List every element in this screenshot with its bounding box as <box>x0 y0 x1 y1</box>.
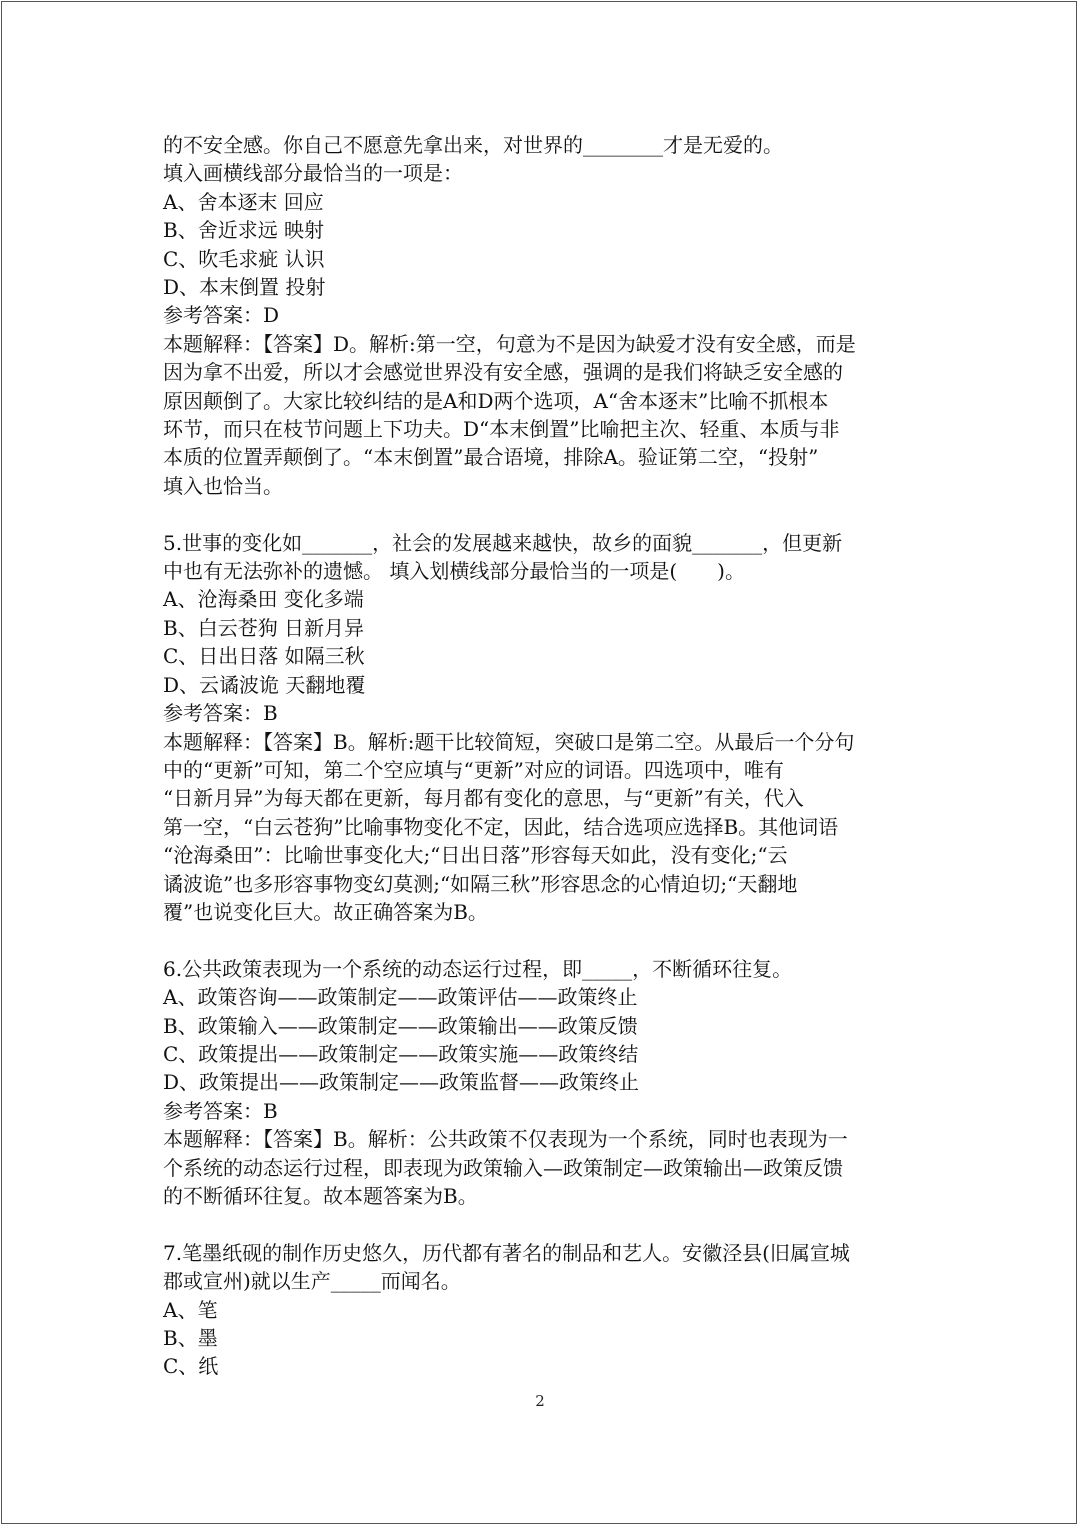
question-4-option-b: B、舍近求远 映射 <box>163 218 325 243</box>
document-body <box>163 131 923 1381</box>
paragraph-gap <box>163 926 923 954</box>
question-4-tail <box>163 131 923 500</box>
question-5-explanation-line: 中的“更新”可知，第二个空应填与“更新”对应的词语。四选项中，唯有 <box>163 757 784 782</box>
question-4-option-a: A、舍本逐末 回应 <box>163 189 324 214</box>
question-6-answer: 参考答案：B <box>163 1098 278 1123</box>
question-6-explanation-line: 本题解释：【答案】B。解析：公共政策不仅表现为一个系统，同时也表现为一 <box>163 1127 848 1152</box>
question-5-explanation-line: 第一空，“白云苍狗”比喻事物变化不定，因此，结合选项应选择B。其他词语 <box>163 814 839 839</box>
page-number: 2 <box>535 1392 545 1410</box>
question-7 <box>163 1239 923 1381</box>
question-6-stem-line: 6.公共政策表现为一个系统的动态运行过程，即_____，不断循环往复。 <box>163 956 793 981</box>
question-6-explanation-line: 的不断循环往复。故本题答案为B。 <box>163 1184 478 1208</box>
question-4-stem-line: 的不安全感。你自己不愿意先拿出来，对世界的________才是无爱的。 <box>163 133 783 157</box>
question-4-explanation-line: 因为拿不出爱，所以才会感觉世界没有安全感，强调的是我们将缺乏安全感的 <box>163 360 843 385</box>
question-7-stem-line: 7.笔墨纸砚的制作历史悠久，历代都有著名的制品和艺人。安徽泾县(旧属宣城 <box>163 1240 850 1265</box>
question-4-explanation-line: 环节，而只在枝节问题上下功夫。D“本末倒置”比喻把主次、轻重、本质与非 <box>163 417 840 442</box>
question-5-option-c: C、日出日落 如隔三秋 <box>163 644 365 669</box>
question-6-option-a: A、政策咨询——政策制定——政策评估——政策终止 <box>163 985 638 1010</box>
question-5-explanation-line: “日新月异”为每天都在更新，每月都有变化的意思，与“更新”有关，代入 <box>163 786 804 811</box>
question-4-option-d: D、本末倒置 投射 <box>163 275 326 300</box>
paragraph-gap <box>163 500 923 528</box>
question-4-option-c: C、吹毛求疵 认识 <box>163 246 325 271</box>
question-6 <box>163 955 923 1211</box>
question-6-option-b: B、政策输入——政策制定——政策输出——政策反馈 <box>163 1013 638 1038</box>
question-5-explanation-line: 覆”也说变化巨大。故正确答案为B。 <box>163 899 488 924</box>
question-4-explanation-line: 原因颠倒了。大家比较纠结的是A和D两个选项，A“舍本逐末”比喻不抓根本 <box>163 388 829 413</box>
question-7-option-c: C、纸 <box>163 1354 219 1379</box>
question-5-answer: 参考答案：B <box>163 701 278 726</box>
question-4-prompt: 填入画横线部分最恰当的一项是： <box>163 161 463 186</box>
question-5-option-a: A、沧海桑田 变化多端 <box>163 587 364 612</box>
question-5 <box>163 529 923 927</box>
paragraph-gap <box>163 1210 923 1238</box>
question-5-stem-line: 中也有无法弥补的遗憾。 填入划横线部分最恰当的一项是( )。 <box>163 559 745 584</box>
question-5-option-b: B、白云苍狗 日新月异 <box>163 615 365 640</box>
question-7-option-a: A、笔 <box>163 1297 218 1322</box>
question-5-explanation-line: 谲波诡”也多形容事物变幻莫测;“如隔三秋”形容思念的心情迫切;“天翻地 <box>163 871 798 896</box>
question-4-answer: 参考答案：D <box>163 303 280 328</box>
question-5-stem-line: 5.世事的变化如_______，社会的发展越来越快，故乡的面貌_______，但更新 <box>163 530 843 555</box>
question-5-explanation-line: 本题解释：【答案】B。解析:题干比较简短，突破口是第二空。从最后一个分句 <box>163 729 855 754</box>
question-5-option-d: D、云谲波诡 天翻地覆 <box>163 672 366 697</box>
question-6-explanation-line: 个系统的动态运行过程，即表现为政策输入—政策制定—政策输出—政策反馈 <box>163 1155 843 1180</box>
question-5-explanation-line: “沧海桑田”：比喻世事变化大;“日出日落”形容每天如此，没有变化;“云 <box>163 843 788 868</box>
question-6-option-d: D、政策提出——政策制定——政策监督——政策终止 <box>163 1070 640 1095</box>
question-4-explanation-line: 填入也恰当。 <box>163 473 283 498</box>
question-7-stem-line: 郡或宣州)就以生产_____而闻名。 <box>163 1269 461 1294</box>
question-6-option-c: C、政策提出——政策制定——政策实施——政策终结 <box>163 1041 639 1066</box>
question-7-option-b: B、墨 <box>163 1326 218 1351</box>
question-4-explanation-line: 本题解释：【答案】D。解析:第一空，句意为不是因为缺爱才没有安全感，而是 <box>163 331 856 356</box>
question-4-explanation-line: 本质的位置弄颠倒了。“本末倒置”最合语境，排除A。验证第二空，“投射” <box>163 445 819 470</box>
